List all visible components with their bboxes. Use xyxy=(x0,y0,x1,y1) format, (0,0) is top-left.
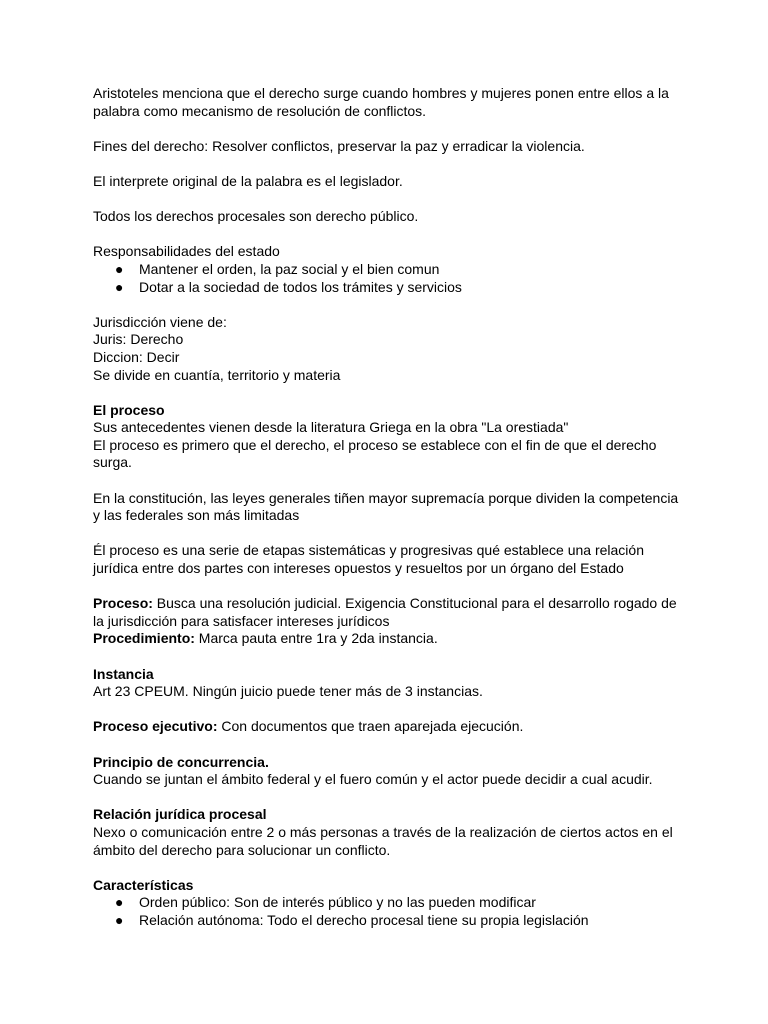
paragraph-derechos-procesales: Todos los derechos procesales son derecho público. xyxy=(93,208,419,225)
list-item-text: Relación autónoma: Todo el derecho procesal tiene su propia legislación xyxy=(139,911,589,928)
section-definiciones xyxy=(93,595,683,648)
section-concurrencia xyxy=(93,754,683,789)
section-heading xyxy=(93,666,683,684)
responsabilidades-title: Responsabilidades del estado xyxy=(93,243,280,260)
ejecutivo-label: Proceso ejecutivo: xyxy=(93,718,218,735)
section-relacion-juridica xyxy=(93,806,683,859)
jurisdiccion-line: Juris: Derecho xyxy=(93,331,184,348)
caracteristicas-heading: Características xyxy=(93,876,194,893)
list-item xyxy=(93,279,683,297)
concurrencia-heading: Principio de concurrencia. xyxy=(93,753,269,770)
list-item xyxy=(93,894,683,912)
section-jurisdiccion xyxy=(93,314,683,384)
list-item-text: Dotar a la sociedad de todos los trámites y servicios xyxy=(139,278,462,295)
relacion-heading: Relación jurídica procesal xyxy=(93,806,267,823)
proceso-antecedentes: Sus antecedentes vienen desde la literatura Griega en la obra "La orestiada" xyxy=(93,419,569,436)
jurisdiccion-line: Jurisdicción viene de: xyxy=(93,313,227,330)
definicion-proceso xyxy=(93,595,683,630)
bullet-icon: ● xyxy=(115,278,124,295)
section-heading xyxy=(93,754,683,772)
list-item xyxy=(93,261,683,279)
instancia-text: Art 23 CPEUM. Ningún juicio puede tener más de 3 instancias. xyxy=(93,683,483,700)
ejecutivo-text: Con documentos que traen aparejada ejecución. xyxy=(217,718,524,735)
proceso-primero: El proceso es primero que el derecho, el proceso se establece con el fin de que el derecho surga. xyxy=(93,436,657,471)
paragraph-etapas: Él proceso es una serie de etapas sistemáticas y progresivas qué establece una relación jurídica entre dos partes con intereses opuestos y resueltos por un órgano del Estado xyxy=(93,542,644,577)
relacion-text: Nexo o comunicación entre 2 o más personas a través de la realización de ciertos actos en el ámbito del derecho para solucionar un conflicto. xyxy=(93,823,673,858)
paragraph-aristoteles: Aristoteles menciona que el derecho surge cuando hombres y mujeres ponen entre ellos a la palabra como mecanismo de resolución de conflictos. xyxy=(93,85,669,119)
document-page xyxy=(93,85,683,930)
section-el-proceso xyxy=(93,402,683,472)
section-heading xyxy=(93,877,683,895)
list-item-text: Orden público: Son de interés público y no las pueden modificar xyxy=(139,894,536,911)
proceso-text: Busca una resolución judicial. Exigencia Constitucional para el desarrollo rogado de la jurisdicción para satisfacer intereses jurídicos xyxy=(93,595,677,629)
list-item-text: Mantener el orden, la paz social y el bien comun xyxy=(139,260,440,277)
bullet-icon: ● xyxy=(115,260,124,277)
section-heading xyxy=(93,806,683,824)
section-responsabilidades xyxy=(93,243,683,296)
section-instancia xyxy=(93,666,683,701)
section-caracteristicas xyxy=(93,877,683,930)
procedimiento-label: Procedimiento: xyxy=(93,630,195,647)
proceso-label: Proceso: xyxy=(93,595,153,612)
bullet-icon: ● xyxy=(115,894,124,911)
list-item xyxy=(93,912,683,930)
proceso-heading: El proceso xyxy=(93,401,165,418)
paragraph-proceso-ejecutivo xyxy=(93,718,683,736)
paragraph-fines-del-derecho: Fines del derecho: Resolver conflictos, preservar la paz y erradicar la violencia. xyxy=(93,137,585,154)
paragraph-constitucion: En la constitución, las leyes generales tiñen mayor supremacía porque dividen la competencia y las federales son más limitadas xyxy=(93,489,679,524)
instancia-heading: Instancia xyxy=(93,665,154,682)
procedimiento-text: Marca pauta entre 1ra y 2da instancia. xyxy=(194,630,438,647)
concurrencia-text: Cuando se juntan el ámbito federal y el fuero común y el actor puede decidir a cual acudir. xyxy=(93,771,653,788)
jurisdiccion-line: Se divide en cuantía, territorio y materia xyxy=(93,366,341,383)
jurisdiccion-line: Diccion: Decir xyxy=(93,348,180,365)
bullet-icon: ● xyxy=(115,911,124,928)
paragraph-interprete: El interprete original de la palabra es el legislador. xyxy=(93,172,403,189)
caracteristicas-list xyxy=(93,894,683,929)
definicion-procedimiento xyxy=(93,630,683,648)
section-heading xyxy=(93,402,683,420)
responsabilidades-list xyxy=(93,261,683,296)
